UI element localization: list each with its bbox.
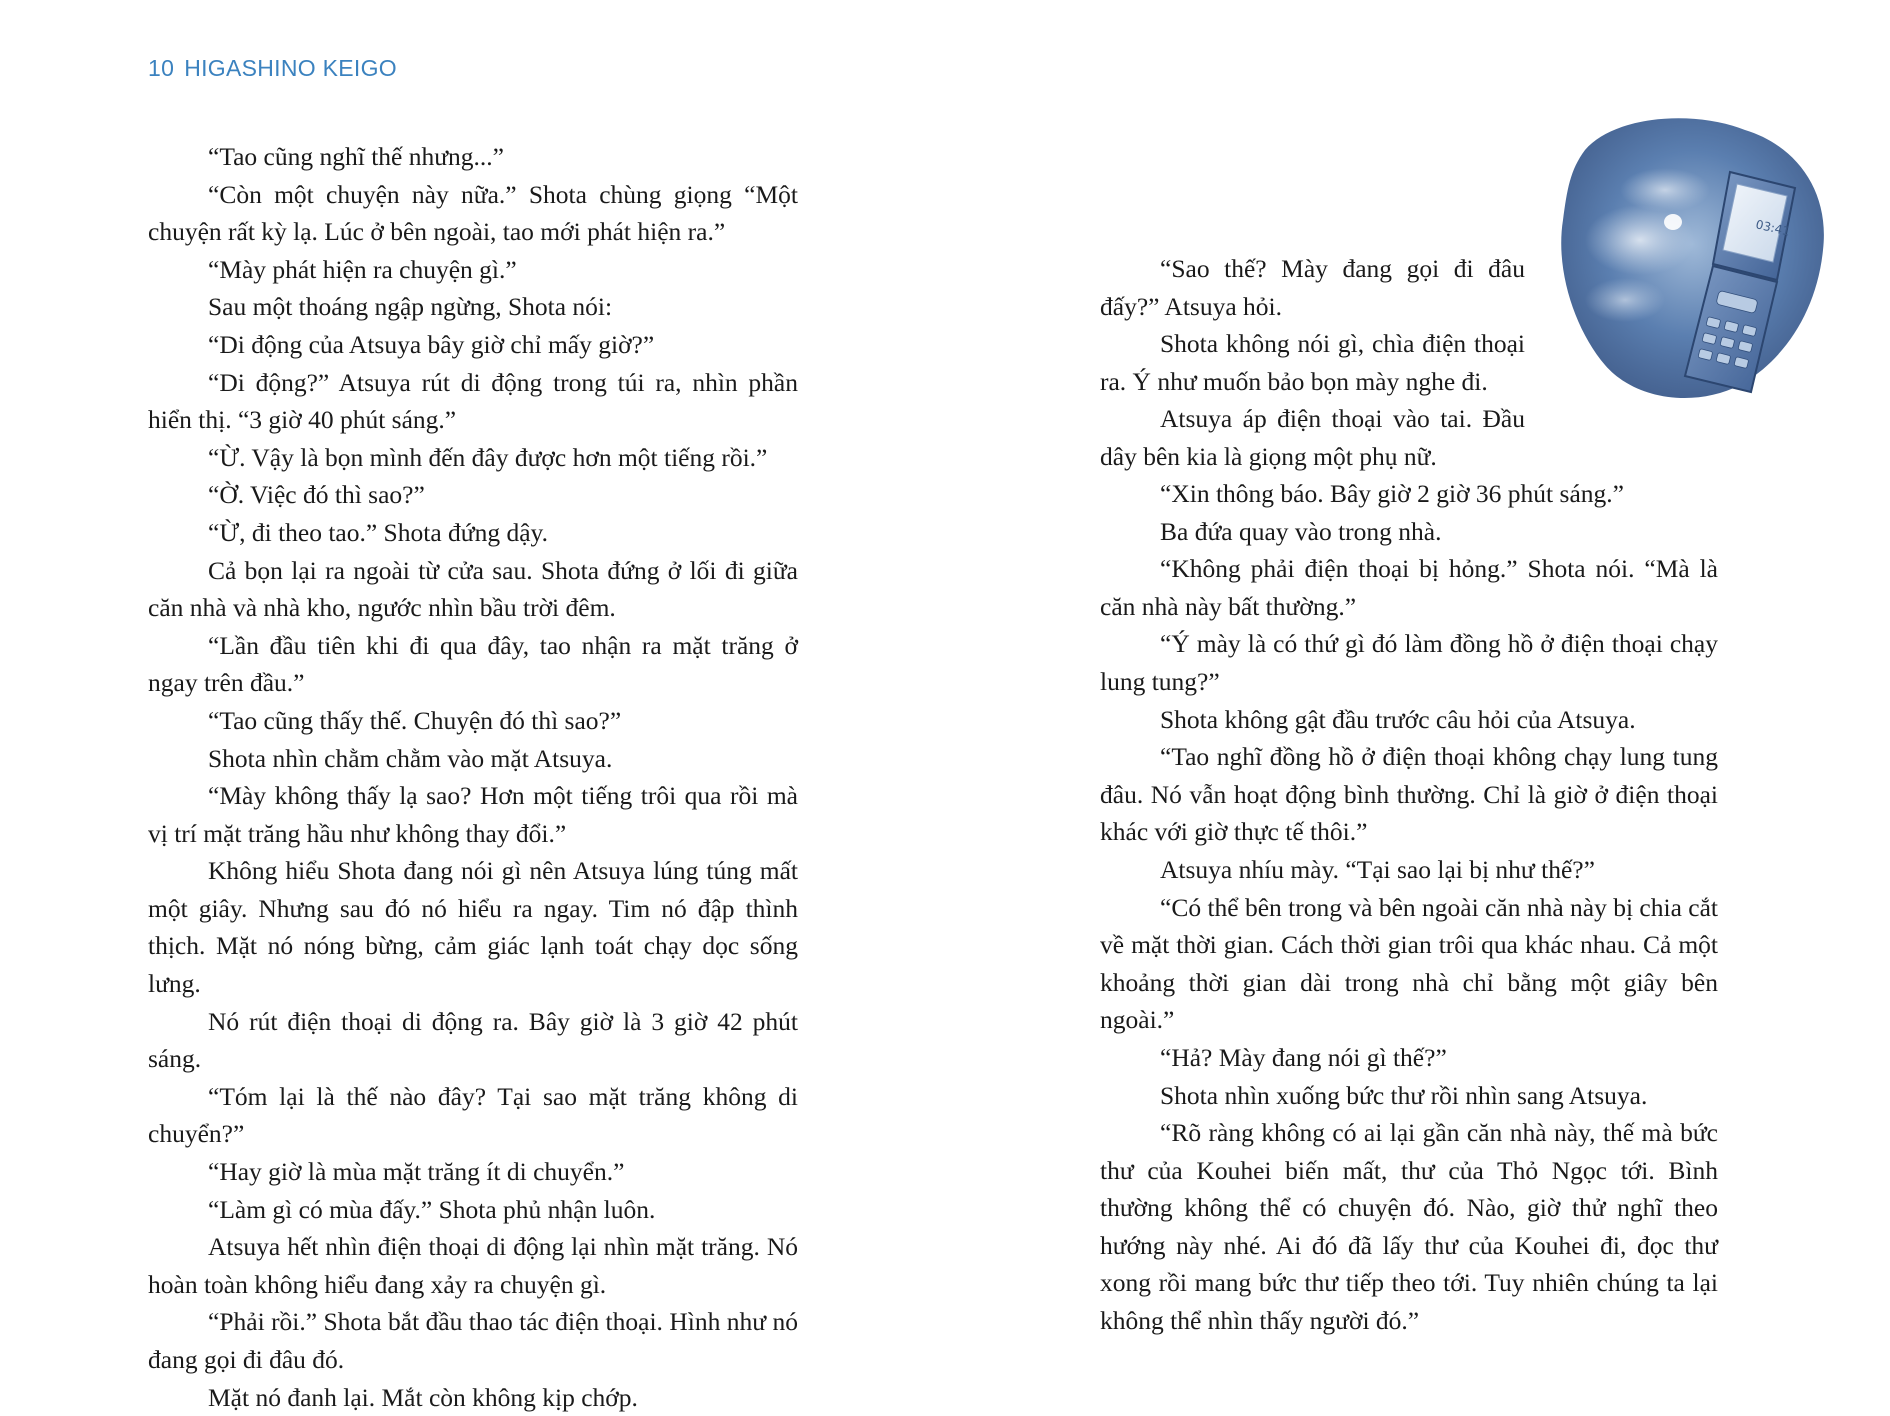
paragraph: Ba đứa quay vào trong nhà.: [1160, 516, 1442, 546]
paragraph: Sau một thoáng ngập ngừng, Shota nói:: [208, 292, 613, 322]
paragraph: “Tao nghĩ đồng hồ ở điện thoại không chạy lung tung đâu. Nó vẫn hoạt động bình thường. Chỉ là giờ ở điện thoại khác với giờ thực tế thôi.”: [1100, 742, 1718, 847]
paragraph: “Ừ. Vậy là bọn mình đến đây được hơn một tiếng rồi.”: [208, 442, 768, 472]
paragraph: “Còn một chuyện này nữa.” Shota chùng giọng “Một chuyện rất kỳ lạ. Lúc ở bên ngoài, tao mới phát hiện ra.”: [148, 179, 798, 247]
paragraph: “Ừ, đi theo tao.” Shota đứng dậy.: [208, 517, 549, 547]
paragraph: “Tao cũng thấy thế. Chuyện đó thì sao?”: [208, 705, 622, 735]
paragraph: “Lần đầu tiên khi đi qua đây, tao nhận ra mặt trăng ở ngay trên đầu.”: [148, 630, 798, 698]
paragraph: Atsuya áp điện thoại vào tai. Đầu dây bên kia là giọng một phụ nữ.: [1100, 404, 1525, 471]
paragraph: “Tóm lại là thế nào đây? Tại sao mặt trăng không di chuyển?”: [148, 1081, 798, 1149]
paragraph: “Di động?” Atsuya rút di động trong túi ra, nhìn phần hiển thị. “3 giờ 40 phút sáng.”: [148, 367, 798, 435]
paragraph: Atsuya nhíu mày. “Tại sao lại bị như thế?”: [1160, 854, 1595, 884]
author-name: HIGASHINO KEIGO: [184, 55, 398, 81]
right-text-column-bottom: [1100, 475, 1718, 1340]
paragraph: Shota nhìn chằm chằm vào mặt Atsuya.: [208, 743, 613, 773]
paragraph: “Hả? Mày đang nói gì thế?”: [1160, 1042, 1447, 1072]
paragraph: “Di động của Atsuya bây giờ chỉ mấy giờ?”: [208, 329, 655, 359]
paragraph: Không hiểu Shota đang nói gì nên Atsuya lúng túng mất một giây. Nhưng sau đó nó hiểu ra ngay. Tim nó đập thình thịch. Mặt nó nóng bừng, cảm giác lạnh toát chạy dọc sống lưng.: [148, 856, 798, 999]
paragraph: “Làm gì có mùa đấy.” Shota phủ nhận luôn.: [208, 1194, 656, 1224]
right-text-column-top: [1100, 250, 1525, 476]
paragraph: “Ờ. Việc đó thì sao?”: [208, 480, 425, 510]
paragraph: “Rõ ràng không có ai lại gần căn nhà này, thế mà bức thư của Kouhei biến mất, thư của Thỏ Ngọc tới. Bình thường không thể có chuyện đó. Nào, giờ thử nghĩ theo hướng này nhé. Ai đó đã lấy thư của Kouhei đi, đọc thư xong rồi mang bức thư tiếp theo tới. Tuy nhiên chúng ta lại không thể nhìn thấy người đó.”: [1100, 1118, 1718, 1336]
page-number: 10: [148, 55, 175, 81]
paragraph: Shota nhìn xuống bức thư rồi nhìn sang Atsuya.: [1160, 1080, 1648, 1110]
paragraph: “Ý mày là có thứ gì đó làm đồng hồ ở điện thoại chạy lung tung?”: [1100, 629, 1718, 696]
paragraph: “Mày không thấy lạ sao? Hơn một tiếng trôi qua rồi mà vị trí mặt trăng hầu như không thay đổi.”: [148, 781, 798, 848]
left-text-column: [148, 138, 798, 1416]
paragraph: “Không phải điện thoại bị hỏng.” Shota nói. “Mà là căn nhà này bất thường.”: [1100, 554, 1718, 621]
paragraph: Atsuya hết nhìn điện thoại di động lại nhìn mặt trăng. Nó hoàn toàn không hiểu đang xảy ra chuyện gì.: [148, 1232, 798, 1299]
paragraph: Shota không nói gì, chìa điện thoại ra. Ý như muốn bảo bọn mày nghe đi.: [1100, 329, 1525, 396]
paragraph: “Xin thông báo. Bây giờ 2 giờ 36 phút sáng.”: [1160, 479, 1624, 508]
paragraph: “Mày phát hiện ra chuyện gì.”: [208, 254, 517, 284]
paragraph: “Tao cũng nghĩ thế nhưng...”: [208, 142, 505, 171]
paragraph: “Phải rồi.” Shota bắt đầu thao tác điện thoại. Hình như nó đang gọi đi đâu đó.: [148, 1307, 798, 1374]
paragraph: “Sao thế? Mày đang gọi đi đâu đấy?” Atsuya hỏi.: [1100, 254, 1525, 321]
flip-phone-illustration: [1555, 110, 1830, 410]
paragraph: Shota không gật đầu trước câu hỏi của Atsuya.: [1160, 704, 1636, 734]
paragraph: “Hay giờ là mùa mặt trăng ít di chuyển.”: [208, 1157, 625, 1187]
paragraph: “Có thể bên trong và bên ngoài căn nhà này bị chia cắt về mặt thời gian. Cách thời gian trôi qua khác nhau. Cả một khoảng thời gian dài trong nhà chỉ bằng một giây bên ngoài.”: [1100, 892, 1718, 1035]
phone-clock: 03:41: [1754, 217, 1792, 239]
paragraph: Nó rút điện thoại di động ra. Bây giờ là 3 giờ 42 phút sáng.: [148, 1006, 798, 1074]
paragraph: Mặt nó đanh lại. Mắt còn không kịp chớp.: [208, 1382, 638, 1412]
paragraph: Cả bọn lại ra ngoài từ cửa sau. Shota đứng ở lối đi giữa căn nhà và nhà kho, ngước nhìn bầu trời đêm.: [148, 555, 798, 623]
running-header: [148, 55, 397, 82]
